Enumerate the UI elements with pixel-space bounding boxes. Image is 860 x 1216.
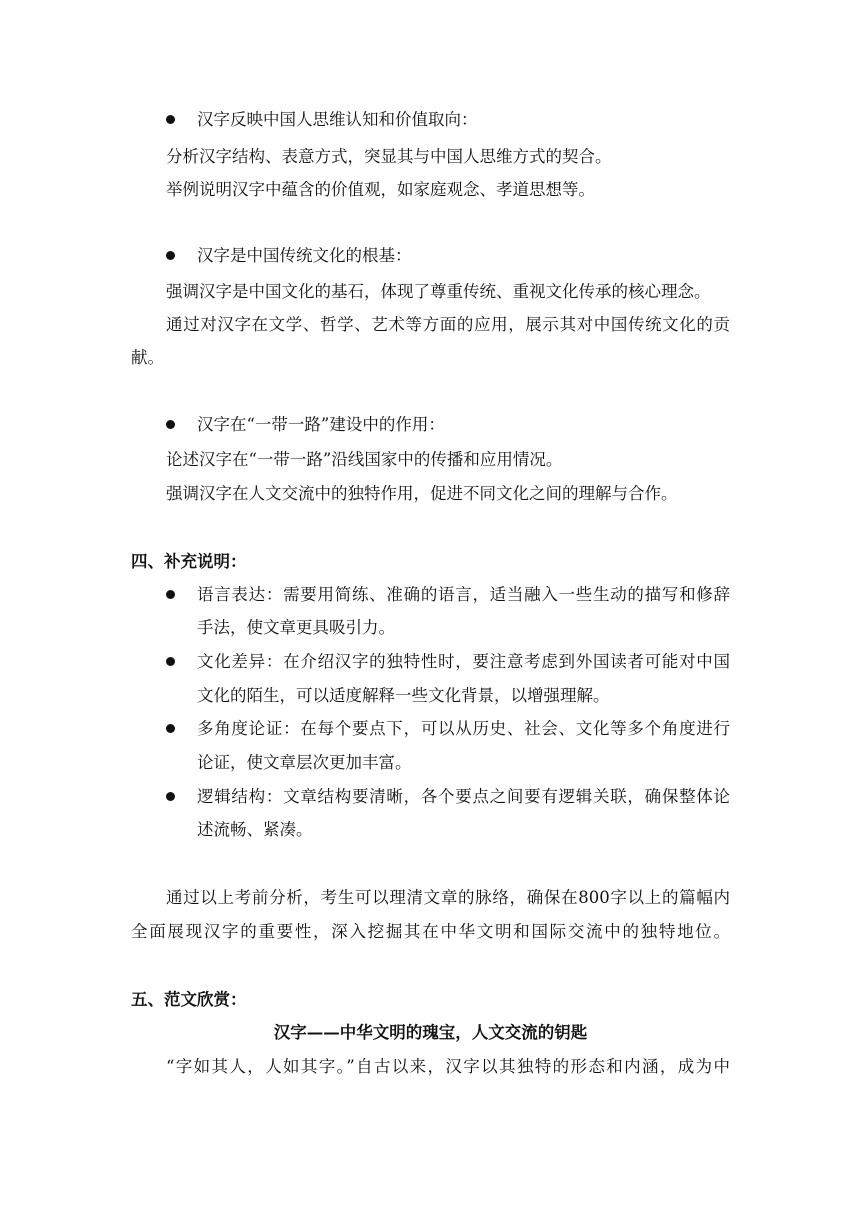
list-item-line: 述流畅、紧凑。: [197, 820, 313, 839]
section-heading: 四、补充说明：: [131, 552, 247, 571]
list-item-line: 手法，使文章更具吸引力。: [197, 618, 395, 637]
list-item-line: 文化的陌生，可以适度解释一些文化背景，以增强理解。: [197, 686, 610, 705]
bullet-dot: [166, 115, 175, 124]
bullet-dot: [166, 420, 175, 429]
section-heading: 五、范文欣赏：: [131, 990, 247, 1009]
paragraph-line: 强调汉字在人文交流中的独特作用，促进不同文化之间的理解与合作。: [166, 484, 678, 503]
list-item-line: 逻辑结构：文章结构要清晰，各个要点之间要有逻辑关联，确保整体论: [197, 787, 730, 806]
paragraph-line: 献。: [131, 348, 164, 367]
bullet-heading: 汉字是中国传统文化的根基：: [197, 246, 412, 265]
list-item-line: 论证，使文章层次更加丰富。: [197, 753, 412, 772]
paragraph-line: 通过对汉字在文学、哲学、艺术等方面的应用，展示其对中国传统文化的贡: [166, 315, 730, 334]
list-item-line: 多角度论证：在每个要点下，可以从历史、社会、文化等多个角度进行: [197, 719, 730, 738]
bullet-heading: 汉字反映中国人思维认知和价值取向：: [197, 110, 478, 129]
essay-paragraph-line: “字如其人，人如其字。”自古以来，汉字以其独特的形态和内涵，成为中: [166, 1057, 730, 1076]
paragraph-line: 论述汉字在“一带一路”沿线国家中的传播和应用情况。: [166, 450, 563, 469]
summary-line: 全面展现汉字的重要性，深入挖掘其在中华文明和国际交流中的独特地位。: [131, 922, 730, 941]
summary-line: 通过以上考前分析，考生可以理清文章的脉络，确保在800字以上的篇幅内: [166, 888, 730, 907]
paragraph-line: 举例说明汉字中蕴含的价值观，如家庭观念、孝道思想等。: [166, 180, 595, 199]
bullet-dot: [166, 792, 175, 801]
list-item-line: 语言表达：需要用简练、准确的语言，适当融入一些生动的描写和修辞: [197, 585, 730, 604]
paragraph-line: 分析汉字结构、表意方式，突显其与中国人思维方式的契合。: [166, 147, 612, 166]
bullet-dot: [166, 657, 175, 666]
paragraph-line: 强调汉字是中国文化的基石，体现了尊重传统、重视文化传承的核心理念。: [166, 282, 711, 301]
essay-title: 汉字——中华文明的瑰宝，人文交流的钥匙: [273, 1023, 588, 1042]
bullet-heading: 汉字在“一带一路”建设中的作用：: [197, 415, 445, 434]
bullet-dot: [166, 251, 175, 260]
list-item-line: 文化差异：在介绍汉字的独特性时，要注意考虑到外国读者可能对中国: [197, 652, 730, 671]
bullet-dot: [166, 724, 175, 733]
bullet-dot: [166, 590, 175, 599]
